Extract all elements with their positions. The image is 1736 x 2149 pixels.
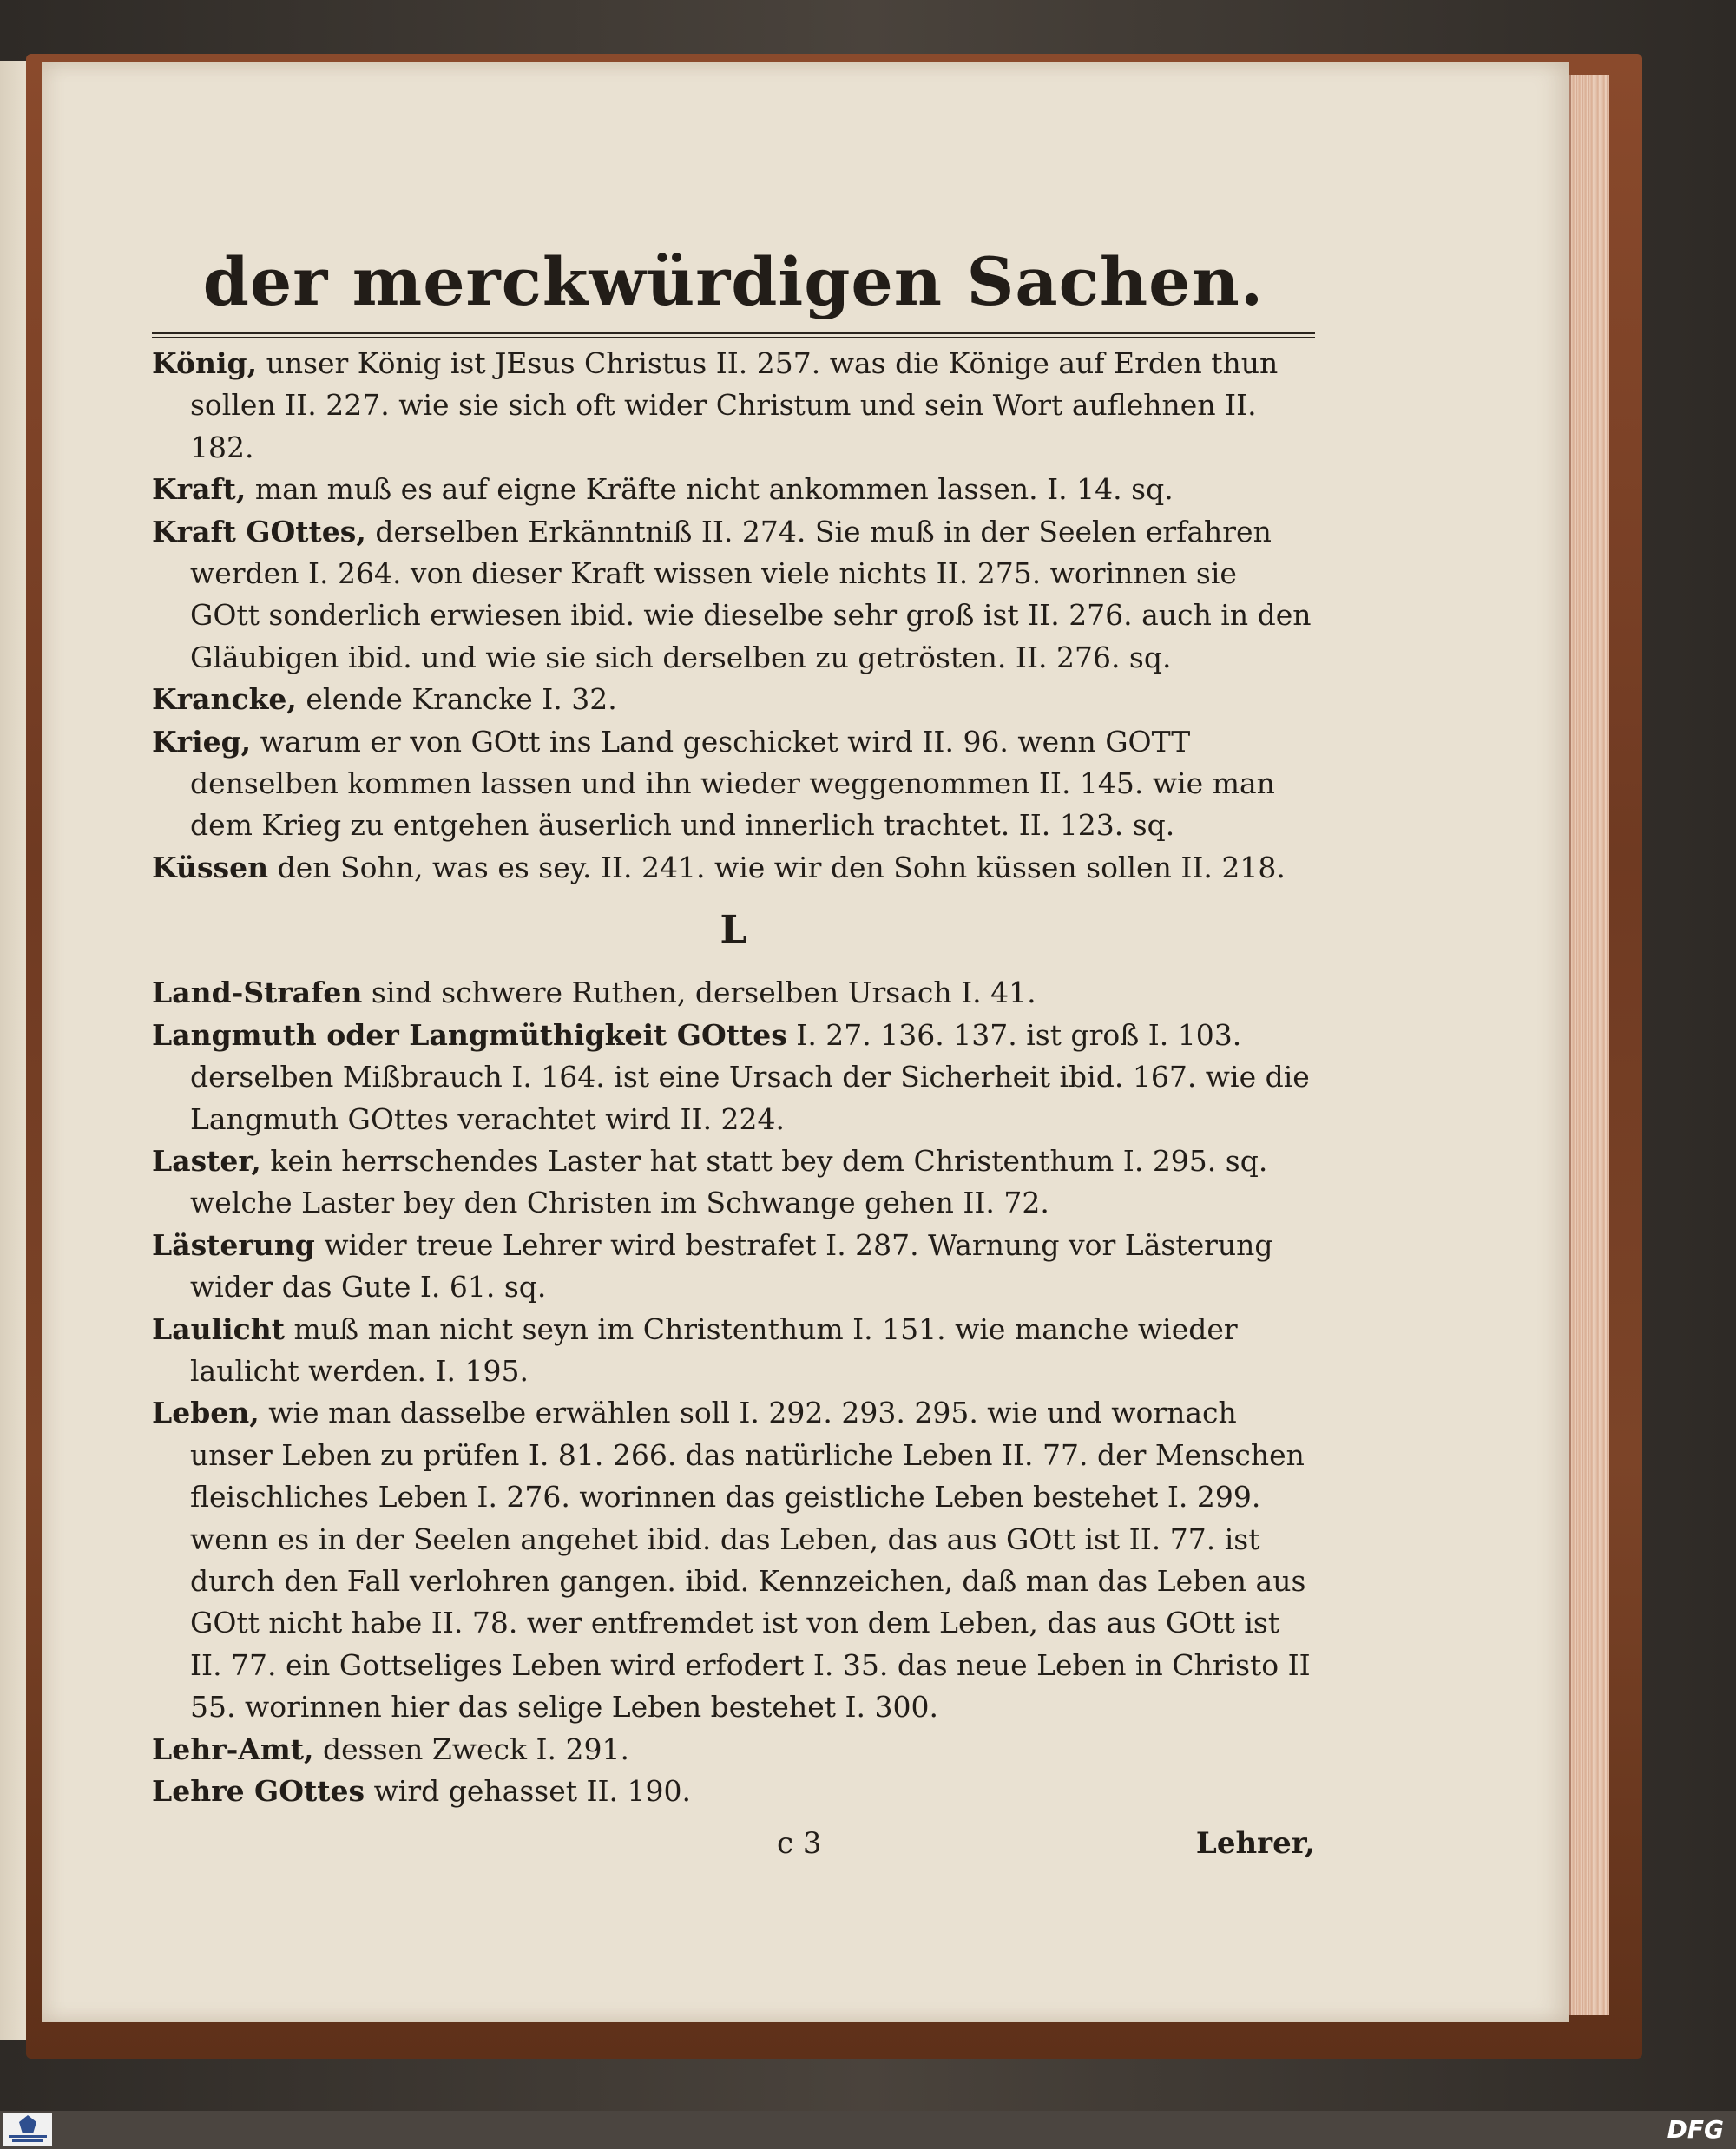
entry-term: Lehr-Amt, [152, 1732, 314, 1766]
entry-text: wie man dasselbe erwählen soll I. 292. 293. 295. wie und wornach unser Leben zu prüfen I. 81. 266. das natürliche Leben II. 77. der Menschen fleischliches Leben I. 276. worinnen das geistliche Leben bestehet I. 299. wenn es in der Seelen angehet ibid. das Leben, das aus GOtt ist II. 77. ist durch den Fall verlohren gangen. ibid. Kennzeichen, daß man das Leben aus GOtt nicht habe II. 78. wer entfremdet ist von dem Leben, das aus GOtt ist II. 77. ein Gottseliges Leben wird erfodert I. 35. das neue Leben in Christo II 55. worinnen hier das selige Leben bestehet I. 300. [190, 1396, 1311, 1725]
entries-l [152, 972, 1315, 1812]
entry-term: Land-Strafen [152, 976, 363, 1010]
index-entry [152, 1771, 1315, 1812]
heading-rule [152, 332, 1315, 338]
entry-term: Lästerung [152, 1227, 315, 1262]
index-entry [152, 469, 1315, 510]
section-letter: L [720, 908, 747, 953]
entry-term: Laster, [152, 1143, 261, 1178]
entry-text: man muß es auf eigne Kräfte nicht ankommen lassen. I. 14. sq. [254, 472, 1174, 507]
entry-text: den Sohn, was es sey. II. 241. wie wir den Sohn küssen sollen II. 218. [277, 850, 1286, 884]
entry-text: unser König ist JEsus Christus II. 257. was die Könige auf Erden thun sollen II. 227. wie sie sich oft wider Christum und sein Wort auflehnen II. 182. [190, 346, 1279, 464]
index-entry [152, 1309, 1315, 1393]
index-entry [152, 1225, 1315, 1309]
entry-text: I. 27. 136. 137. ist groß I. 103. derselben Mißbrauch I. 164. ist eine Ursach der Sicherheit ibid. 167. wie die Langmuth GOttes verachtet wird II. 224. [190, 1017, 1310, 1136]
index-entry [152, 343, 1315, 469]
entry-text: sind schwere Ruthen, derselben Ursach I. 41. [371, 976, 1036, 1010]
page-heading: der merckwürdigen Sachen. [202, 243, 1265, 320]
entry-text: kein herrschendes Laster hat statt bey dem Christenthum I. 295. sq. welche Laster bey den Christen im Schwange gehen II. 72. [190, 1143, 1268, 1220]
entry-term: Langmuth oder Langmüthigkeit GOttes [152, 1017, 787, 1052]
entry-text: muß man nicht seyn im Christenthum I. 151. wie manche wieder laulicht werden. I. 195. [190, 1311, 1238, 1388]
entry-term: Leben, [152, 1396, 260, 1430]
entry-term: Lehre GOttes [152, 1774, 365, 1808]
page-footer [152, 1817, 1315, 1870]
index-entry [152, 1140, 1315, 1225]
page-content [152, 234, 1315, 1883]
entry-term: König, [152, 346, 258, 380]
entry-text: wird gehasset II. 190. [373, 1774, 692, 1808]
index-entry [152, 847, 1315, 889]
entry-term: Kraft, [152, 472, 247, 507]
index-entry [152, 1729, 1315, 1771]
entry-text: dessen Zweck I. 291. [323, 1732, 629, 1766]
index-entry [152, 972, 1315, 1014]
page-edges [1569, 75, 1609, 2015]
entry-text: wider treue Lehrer wird bestrafet I. 287. Warnung vor Lästerung wider das Gute I. 61. sq. [190, 1227, 1273, 1305]
entry-term: Kraft GOttes, [152, 514, 366, 549]
index-entry [152, 721, 1315, 847]
entry-term: Krieg, [152, 724, 252, 759]
entry-term: Krancke, [152, 682, 297, 717]
entry-text: derselben Erkänntniß II. 274. Sie muß in der Seelen erfahren werden I. 264. von dieser Kraft wissen viele nichts II. 275. worinnen sie GOtt sonderlich erwiesen ibid. wie dieselbe sehr groß ist II. 276. auch in den Gläubigen ibid. und wie sie sich derselben zu getrösten. II. 276. sq. [190, 514, 1312, 674]
entry-text: elende Krancke I. 32. [306, 682, 617, 717]
index-entry [152, 1392, 1315, 1728]
index-entry [152, 679, 1315, 720]
index-entry [152, 511, 1315, 680]
entries-k [152, 343, 1315, 889]
entry-term: Laulicht [152, 1311, 285, 1346]
dfg-logo: DFG [1667, 2115, 1724, 2144]
library-logo-icon [3, 2113, 52, 2146]
index-entry [152, 1015, 1315, 1140]
entry-term: Küssen [152, 850, 269, 884]
entry-text: warum er von GOtt ins Land geschicket wird II. 96. wenn GOTT denselben kommen lassen und ihn wieder weggenommen II. 145. wie man dem Krieg zu entgehen äuserlich und innerlich trachtet. II. 123. sq. [190, 724, 1275, 843]
signature-mark: c 3 [777, 1826, 822, 1862]
viewer-footer-bar [0, 2111, 1736, 2149]
catchword: Lehrer, [1195, 1826, 1315, 1862]
